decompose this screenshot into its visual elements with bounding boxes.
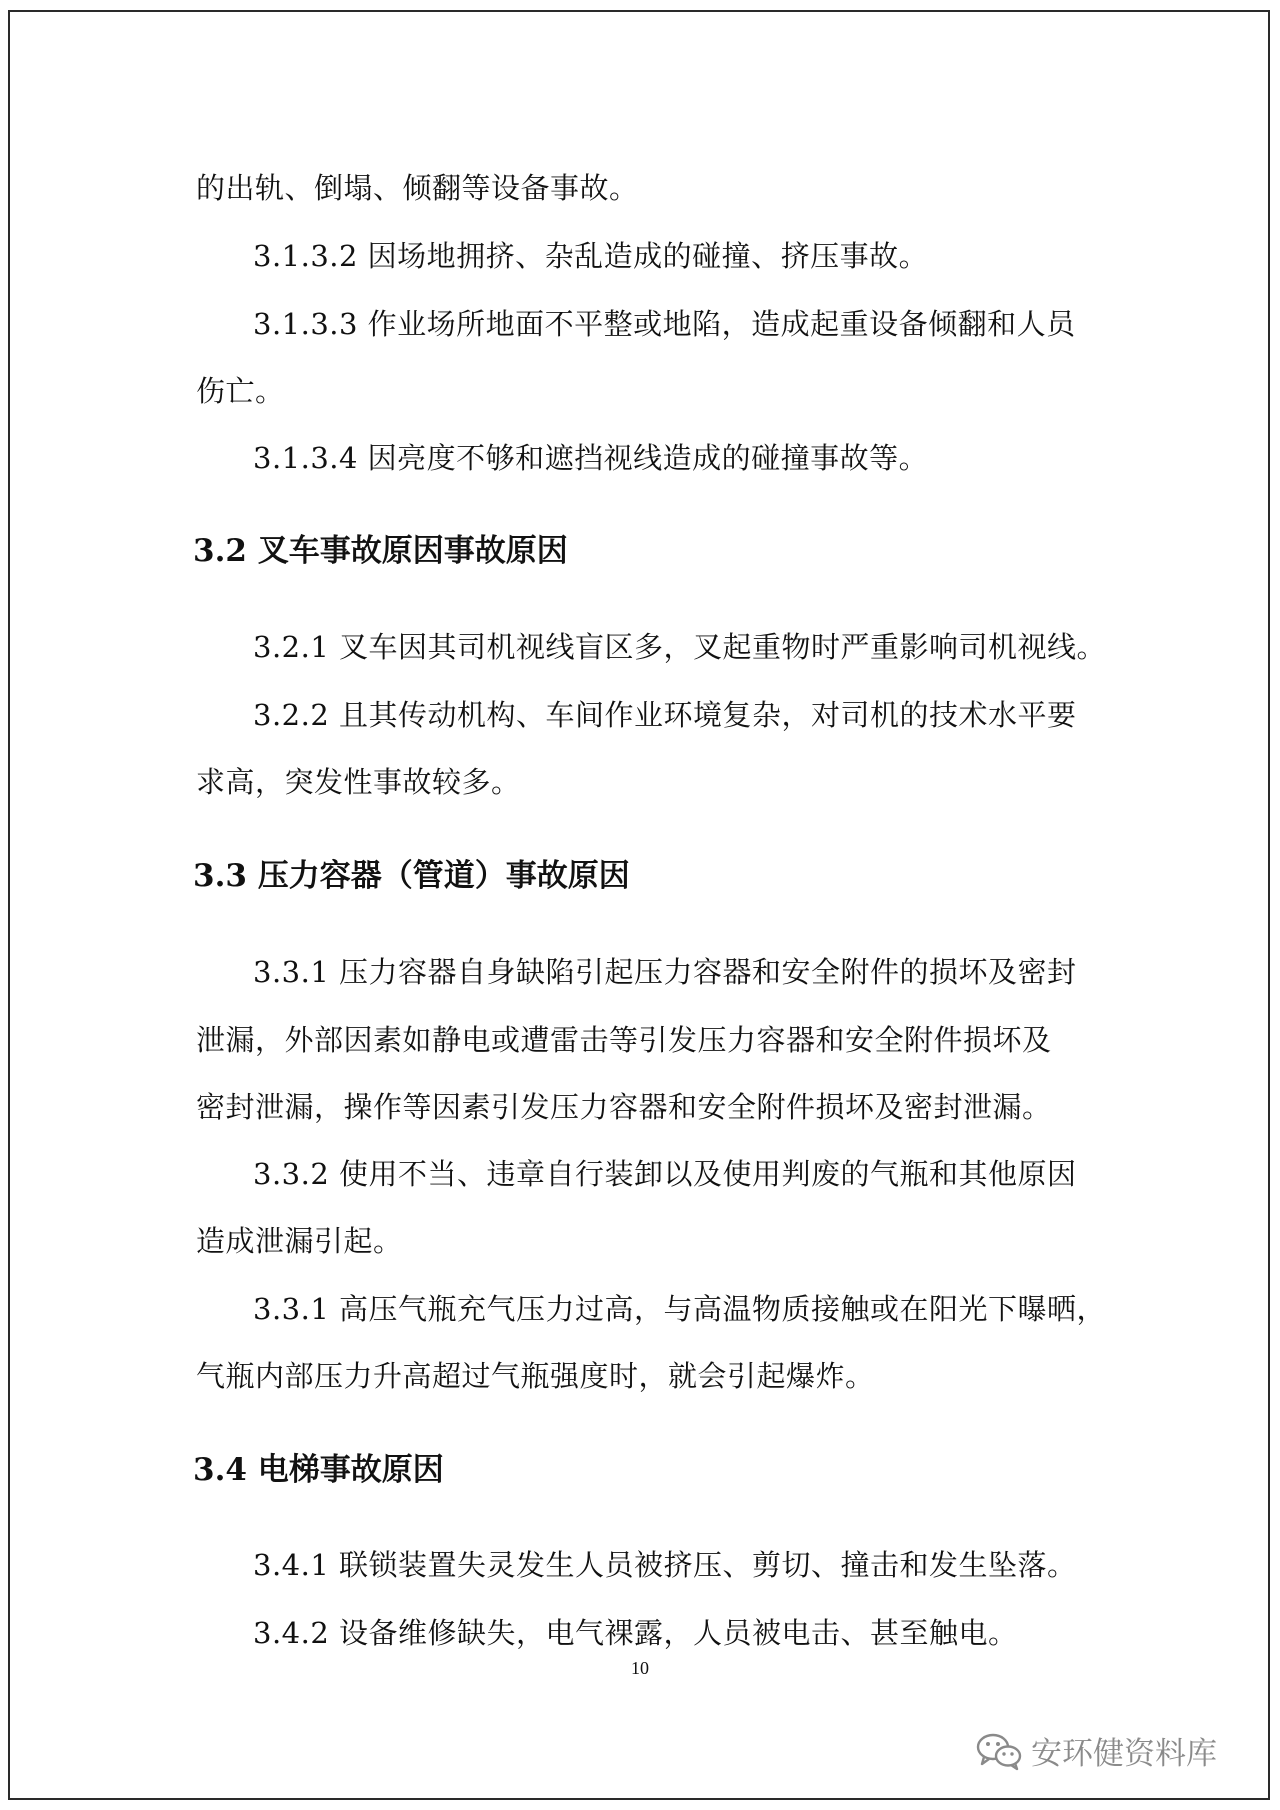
clause-3-3-2: 3.3.2 使用不当、违章自行装卸以及使用判废的气瓶和其他原因 [253,1157,1077,1191]
body-line: 伤亡。 [196,374,285,408]
section-heading-3-4: 3.4 电梯事故原因 [193,1452,444,1488]
wechat-icon [975,1731,1023,1771]
body-line: 密封泄漏，操作等因素引发压力容器和安全附件损坏及密封泄漏。 [196,1090,1052,1124]
clause-3-1-3-4: 3.1.3.4 因亮度不够和遮挡视线造成的碰撞事故等。 [253,441,929,475]
clause-3-3-1: 3.3.1 压力容器自身缺陷引起压力容器和安全附件的损坏及密封 [253,955,1077,989]
clause-3-1-3-2: 3.1.3.2 因场地拥挤、杂乱造成的碰撞、挤压事故。 [253,239,929,273]
watermark [975,1728,1217,1773]
clause-3-3-1-b: 3.3.1 高压气瓶充气压力过高，与高温物质接触或在阳光下曝晒， [253,1292,1107,1326]
clause-3-2-1: 3.2.1 叉车因其司机视线盲区多，叉起重物时严重影响司机视线。 [253,630,1107,664]
body-line: 的出轨、倒塌、倾翻等设备事故。 [196,171,639,205]
body-line: 气瓶内部压力升高超过气瓶强度时，就会引起爆炸。 [196,1359,875,1393]
clause-3-4-1: 3.4.1 联锁装置失灵发生人员被挤压、剪切、撞击和发生坠落。 [253,1548,1077,1582]
body-line: 造成泄漏引起。 [196,1224,403,1258]
section-heading-3-2: 3.2 叉车事故原因事故原因 [193,533,568,569]
page-frame [8,10,1270,1800]
clause-3-1-3-3: 3.1.3.3 作业场所地面不平整或地陷，造成起重设备倾翻和人员 [253,307,1076,341]
body-line: 泄漏，外部因素如静电或遭雷击等引发压力容器和安全附件损坏及 [196,1023,1052,1057]
watermark-text: 安环健资料库 [1031,1736,1217,1772]
section-heading-3-3: 3.3 压力容器（管道）事故原因 [193,858,630,894]
clause-3-2-2: 3.2.2 且其传动机构、车间作业环境复杂，对司机的技术水平要 [253,698,1077,732]
clause-3-4-2: 3.4.2 设备维修缺失，电气裸露，人员被电击、甚至触电。 [253,1616,1018,1650]
body-line: 求高，突发性事故较多。 [196,765,521,799]
page-number: 10 [631,1658,649,1678]
